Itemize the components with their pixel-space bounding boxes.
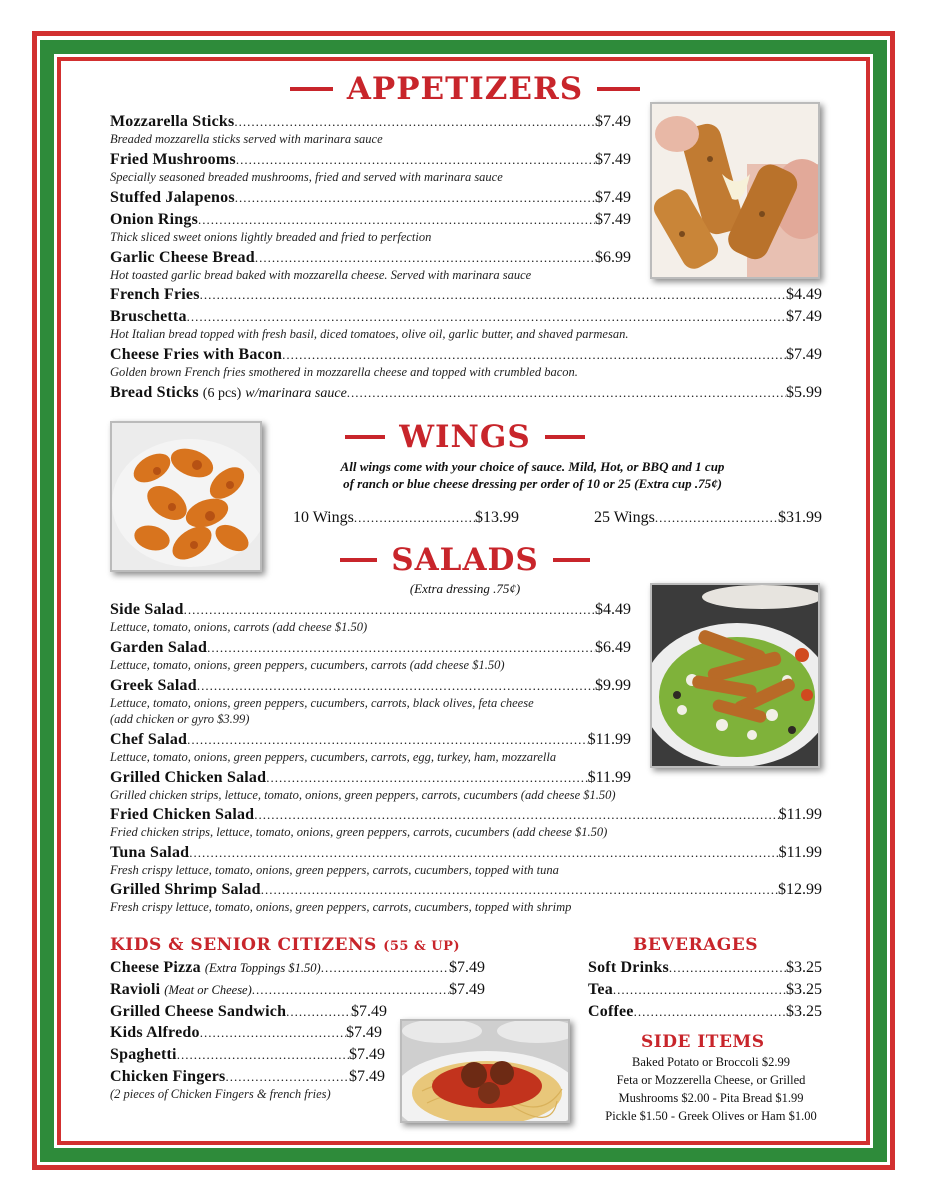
item-name: Kids Alfredo <box>110 1025 200 1041</box>
item-name: Spaghetti <box>110 1047 177 1063</box>
item-name: Fried Mushrooms <box>110 152 236 168</box>
item-name: Greek Salad <box>110 678 197 694</box>
wings-option-price: $31.99 <box>778 510 822 526</box>
leader-dots <box>200 1026 346 1039</box>
item-name: Grilled Chicken Salad <box>110 770 267 786</box>
item-name: Coffee <box>588 1004 634 1020</box>
leader-dots <box>177 1048 349 1061</box>
menu-item-soft-drinks <box>588 960 822 976</box>
wings-option-label: 25 Wings <box>594 510 655 526</box>
item-name: Fried Chicken Salad <box>110 807 255 823</box>
item-price: $7.49 <box>595 114 631 130</box>
wings-heading <box>345 420 585 454</box>
item-name: Side Salad <box>110 602 184 618</box>
menu-item-cheese-fries-with-bacon <box>110 347 822 363</box>
leader-dots <box>254 808 778 821</box>
menu-item-bread-sticks <box>110 385 822 401</box>
leader-dots <box>321 961 449 974</box>
side-items-list <box>585 1053 837 1126</box>
leader-dots <box>354 511 475 524</box>
kids-footnote: (2 pieces of Chicken Fingers & french fries) <box>110 1087 331 1101</box>
item-name: Bruschetta <box>110 309 187 325</box>
menu-item-greek-salad <box>110 678 631 694</box>
leader-dots <box>234 115 595 128</box>
item-extra-italic: w/marinara sauce <box>245 386 347 401</box>
item-price: $7.49 <box>595 190 631 206</box>
item-price: $11.99 <box>587 732 631 748</box>
item-price: $7.49 <box>346 1025 382 1041</box>
item-name: Chef Salad <box>110 732 188 748</box>
heading-dash-left <box>290 87 333 91</box>
menu-item-cheese-pizza <box>110 960 485 976</box>
item-price: $7.49 <box>349 1047 385 1063</box>
item-price: $7.49 <box>595 152 631 168</box>
menu-item-grilled-shrimp-salad <box>110 882 822 898</box>
item-price: $5.99 <box>786 385 822 401</box>
menu-item-onion-rings <box>110 212 631 228</box>
item-price: $3.25 <box>786 982 822 998</box>
item-name: Chicken Fingers <box>110 1069 226 1085</box>
side-items-line: Mushrooms $2.00 - Pita Bread $1.99 <box>618 1091 804 1106</box>
spaghetti-image <box>402 1021 570 1123</box>
wings-option-label: 10 Wings <box>293 510 354 526</box>
wings-title: WINGS <box>399 418 531 455</box>
leader-dots <box>235 191 595 204</box>
item-price: $4.49 <box>595 602 631 618</box>
item-name: French Fries <box>110 287 200 303</box>
salad-photo <box>650 583 820 768</box>
item-description: Fresh crispy lettuce, tomato, onions, green peppers, carrots, cucumbers, topped with shrimp <box>110 900 572 914</box>
item-name: Mozzarella Sticks <box>110 114 235 130</box>
salads-heading <box>340 543 590 577</box>
item-description: Lettuce, tomato, onions, green peppers, cucumbers, carrots, egg, turkey, ham, mozzarella <box>110 750 557 764</box>
item-name: Onion Rings <box>110 212 199 228</box>
item-description: Lettuce, tomato, onions, green peppers, cucumbers, carrots (add cheese $1.50) <box>110 658 505 672</box>
item-name: Bread Sticks <box>110 385 199 401</box>
item-price: $12.99 <box>778 882 822 898</box>
kids-seniors-heading <box>110 935 460 955</box>
leader-dots <box>197 679 595 692</box>
wings-note-line2: of ranch or blue cheese dressing per order of 10 or 25 (Extra cup .75¢) <box>343 475 722 491</box>
item-price: $7.49 <box>449 982 485 998</box>
menu-item-chicken-fingers <box>110 1069 385 1085</box>
side-items-line: Pickle $1.50 - Greek Olives or Ham $1.00 <box>605 1109 817 1124</box>
item-description: Golden brown French fries smothered in mozzarella cheese and topped with crumbled bacon. <box>110 365 578 379</box>
side-items-line: Baked Potato or Broccoli $2.99 <box>632 1055 790 1069</box>
leader-dots <box>669 961 786 974</box>
item-name: Ravioli <box>110 982 161 998</box>
item-price: $11.99 <box>587 770 631 786</box>
item-price: $7.49 <box>786 347 822 363</box>
item-price: $11.99 <box>778 845 822 861</box>
leader-dots <box>207 641 595 654</box>
item-description: Lettuce, tomato, onions, carrots (add cheese $1.50) <box>110 620 368 634</box>
menu-item-stuffed-jalapenos <box>110 190 631 206</box>
mozzarella-sticks-image <box>652 104 820 279</box>
menu-item-tuna-salad <box>110 845 822 861</box>
item-name: Tea <box>588 982 613 998</box>
item-description: Fresh crispy lettuce, tomato, onions, green peppers, carrots, cucumbers, topped with tuna <box>110 863 559 877</box>
item-name: Soft Drinks <box>588 960 669 976</box>
menu-item-french-fries <box>110 287 822 303</box>
leader-dots <box>187 310 786 323</box>
leader-dots <box>200 288 786 301</box>
spaghetti-photo <box>400 1019 570 1123</box>
leader-dots <box>261 883 778 896</box>
wings-note <box>270 459 795 493</box>
leader-dots <box>187 733 587 746</box>
appetizers-heading <box>290 72 640 106</box>
menu-item-tea <box>588 982 822 998</box>
item-description: Grilled chicken strips, lettuce, tomato, onions, green peppers, carrots, cucumbers (add cheese $1.50) <box>110 788 616 802</box>
item-extra: (Extra Toppings $1.50) <box>204 961 321 975</box>
item-extra: (Meat or Cheese) <box>164 983 252 997</box>
menu-item-coffee <box>588 1004 822 1020</box>
leader-dots <box>282 348 786 361</box>
item-description: Hot toasted garlic bread baked with mozzarella cheese. Served with marinara sauce <box>110 268 532 282</box>
leader-dots <box>198 213 595 226</box>
item-name: Garlic Cheese Bread <box>110 250 255 266</box>
item-extra: (6 pcs) <box>202 386 242 401</box>
leader-dots <box>347 386 786 399</box>
item-description-addon: (add chicken or gyro $3.99) <box>110 712 250 726</box>
appetizers-title: APPETIZERS <box>346 70 584 107</box>
item-price: $6.99 <box>595 250 631 266</box>
item-description: Fried chicken strips, lettuce, tomato, onions, green peppers, carrots, cucumbers (add cheese $1.50) <box>110 825 608 839</box>
menu-item-spaghetti <box>110 1047 385 1063</box>
menu-item-garlic-cheese-bread <box>110 250 631 266</box>
heading-dash-right <box>553 558 590 562</box>
side-items-line: Feta or Mozzerella Cheese, or Grilled <box>616 1073 806 1088</box>
menu-item-bruschetta <box>110 309 822 325</box>
wings-option-10 <box>293 510 519 526</box>
item-price: $7.49 <box>349 1069 385 1085</box>
menu-item-ravioli <box>110 982 485 998</box>
heading-dash-right <box>597 87 640 91</box>
leader-dots <box>255 251 595 264</box>
item-description: Thick sliced sweet onions lightly breaded and fried to perfection <box>110 230 432 244</box>
item-name: Garden Salad <box>110 640 208 656</box>
item-name: Grilled Shrimp Salad <box>110 882 261 898</box>
leader-dots <box>189 846 778 859</box>
item-description: Specially seasoned breaded mushrooms, fried and served with marinara sauce <box>110 170 503 184</box>
leader-dots <box>184 603 595 616</box>
item-price: $3.25 <box>786 1004 822 1020</box>
leader-dots <box>266 771 587 784</box>
menu-item-grilled-cheese-sandwich <box>110 1004 387 1020</box>
wings-option-price: $13.99 <box>475 510 519 526</box>
item-description: Hot Italian bread topped with fresh basil, diced tomatoes, olive oil, garlic butter, and shaved parmesan. <box>110 327 629 341</box>
leader-dots <box>252 983 449 996</box>
item-name: Stuffed Jalapenos <box>110 190 235 206</box>
leader-dots <box>634 1005 786 1018</box>
salads-title: SALADS <box>391 541 539 578</box>
item-description: Breaded mozzarella sticks served with marinara sauce <box>110 132 383 146</box>
item-price: $3.25 <box>786 960 822 976</box>
wings-photo <box>110 421 262 572</box>
wings-image <box>112 423 262 572</box>
item-name: Cheese Fries with Bacon <box>110 347 283 363</box>
menu-item-side-salad <box>110 602 631 618</box>
heading-dash-left <box>345 435 385 439</box>
leader-dots <box>655 511 778 524</box>
salads-note: (Extra dressing .75¢) <box>409 581 521 596</box>
item-price: $6.49 <box>595 640 631 656</box>
wings-option-25 <box>594 510 822 526</box>
item-price: $7.49 <box>351 1004 387 1020</box>
leader-dots <box>286 1005 351 1018</box>
heading-dash-right <box>545 435 585 439</box>
menu-item-fried-chicken-salad <box>110 807 822 823</box>
item-name: Cheese Pizza <box>110 960 201 976</box>
item-price: $9.99 <box>595 678 631 694</box>
menu-item-kids-alfredo <box>110 1025 382 1041</box>
beverages-title: BEVERAGES <box>633 935 759 955</box>
menu-item-fried-mushrooms <box>110 152 631 168</box>
menu-item-grilled-chicken-salad <box>110 770 631 786</box>
menu-item-chef-salad <box>110 732 631 748</box>
item-name: Grilled Cheese Sandwich <box>110 1004 287 1020</box>
wings-note-line1: All wings come with your choice of sauce. Mild, Hot, or BBQ and 1 cup <box>340 459 725 474</box>
item-name: Tuna Salad <box>110 845 190 861</box>
item-price: $7.49 <box>595 212 631 228</box>
leader-dots <box>225 1070 349 1083</box>
menu-item-garden-salad <box>110 640 631 656</box>
item-price: $7.49 <box>449 960 485 976</box>
menu-item-mozzarella-sticks <box>110 114 631 130</box>
salad-image <box>652 585 820 768</box>
item-price: $7.49 <box>786 309 822 325</box>
item-price: $4.49 <box>786 287 822 303</box>
kids-seniors-title: KIDS & SENIOR CITIZENS <box>110 935 377 955</box>
leader-dots <box>236 153 595 166</box>
item-description: Lettuce, tomato, onions, green peppers, cucumbers, carrots, black olives, feta cheese <box>110 696 534 710</box>
leader-dots <box>613 983 786 996</box>
mozzarella-sticks-photo <box>650 102 820 279</box>
heading-dash-left <box>340 558 377 562</box>
kids-seniors-age: (55 & UP) <box>383 939 460 954</box>
side-items-title: SIDE ITEMS <box>641 1032 765 1052</box>
item-price: $11.99 <box>778 807 822 823</box>
